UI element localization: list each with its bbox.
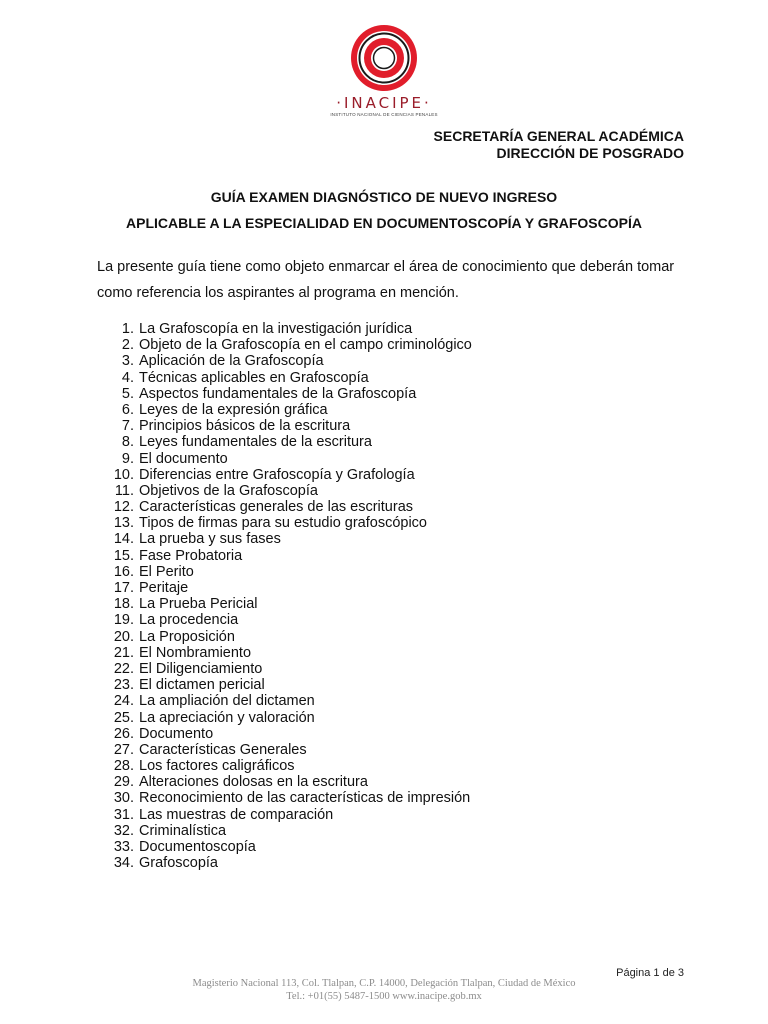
document-title [0,189,768,241]
list-item-number: 32. [113,822,134,839]
list-item-text: La apreciación y valoración [139,709,315,726]
inacipe-emblem-icon [348,22,420,94]
title-line-2: APLICABLE A LA ESPECIALIDAD EN DOCUMENTOSCOPÍA Y GRAFOSCOPÍA [126,215,642,231]
footer-address: Magisterio Nacional 113, Col. Tlalpan, C.P. 14000, Delegación Tlalpan, Ciudad de México [192,978,576,989]
list-item-text: Leyes fundamentales de la escritura [139,434,372,451]
list-item-text: Reconocimiento de las características de impresión [139,790,471,807]
list-item-text: La procedencia [139,612,239,629]
list-item-number: 25. [113,709,134,726]
list-item-number: 11. [114,482,134,499]
list-item [112,548,472,564]
list-item-text: La Grafoscopía en la investigación jurídica [139,321,413,337]
list-item [112,531,472,547]
list-item [112,402,472,418]
list-item [112,645,472,661]
list-item-text: Aplicación de la Grafoscopía [139,353,324,370]
list-item-number: 13. [113,515,134,532]
list-item-text: Objeto de la Grafoscopía en el campo criminológico [139,337,472,354]
secretaria-heading: SECRETARÍA GENERAL ACADÉMICA [433,128,684,144]
list-item-number: 5. [121,385,134,402]
list-item-number: 6. [121,401,134,418]
list-item [112,434,472,450]
list-item-text: Tipos de firmas para su estudio grafoscópico [139,515,427,532]
list-item-text: El Perito [139,563,194,580]
list-item-number: 28. [113,758,134,775]
list-item-text: El Diligenciamiento [139,660,263,677]
list-item-text: Objetivos de la Grafoscopía [139,482,318,499]
list-item-number: 4. [121,369,134,386]
list-item-number: 26. [113,725,134,742]
list-item [112,693,472,709]
list-item [112,321,472,337]
list-item-number: 16. [113,563,134,580]
list-item-text: La Proposición [139,628,235,645]
list-item-text: El documento [139,450,228,467]
list-item-text: Documento [139,725,214,742]
list-item [112,742,472,758]
intro-paragraph: La presente guía tiene como objeto enmarcar el área de conocimiento que deberán tomar como referencia los aspirantes al programa en mención. [97,259,675,301]
list-item [112,677,472,693]
list-item-text: El dictamen pericial [139,677,265,694]
list-item [112,499,472,515]
list-item-text: Peritaje [139,580,189,596]
list-item-number: 33. [113,839,134,855]
list-item [112,353,472,369]
list-item [112,774,472,790]
list-item-number: 19. [113,612,134,629]
footer-contact: Tel.: +01(55) 5487-1500 www.inacipe.gob.mx [286,991,482,1002]
list-item-text: El Nombramiento [139,644,252,661]
list-item-number: 30. [113,790,134,807]
list-item [112,612,472,628]
list-item-number: 7. [121,418,134,435]
list-item-text: Fase Probatoria [139,547,243,564]
list-item-text: Características generales de las escrituras [139,499,414,516]
list-item [112,839,472,855]
logo-wordmark: ·INACIPE· [336,94,432,112]
list-item [112,596,472,612]
list-item [112,726,472,742]
list-item-number: 21. [113,644,134,661]
list-item-number: 9. [121,450,134,467]
list-item-number: 3. [121,353,134,370]
list-item-number: 14. [113,531,134,548]
list-item-number: 18. [113,596,134,613]
list-item-text: Leyes de la expresión gráfica [139,401,328,418]
list-item-text: La ampliación del dictamen [139,693,315,710]
logo-subtitle: INSTITUTO NACIONAL DE CIENCIAS PENALES [330,112,438,117]
list-item-text: Técnicas aplicables en Grafoscopía [139,369,369,386]
list-item-text: Principios básicos de la escritura [139,418,351,435]
list-item-text: Diferencias entre Grafoscopía y Grafología [139,466,415,483]
list-item-number: 2. [121,337,134,354]
title-line-1: GUÍA EXAMEN DIAGNÓSTICO DE NUEVO INGRESO [210,189,558,205]
list-item [112,758,472,774]
list-item [112,629,472,645]
list-item-text: Alteraciones dolosas en la escritura [139,774,368,791]
list-item-number: 24. [113,693,134,710]
department-header [434,128,684,162]
list-item [112,661,472,677]
direccion-heading: DIRECCIÓN DE POSGRADO [496,145,684,161]
list-item-number: 8. [121,434,134,451]
footer [0,977,768,1003]
list-item-number: 31. [113,806,134,823]
list-item-number: 1. [121,321,134,337]
list-item [112,386,472,402]
topics-list [112,321,472,871]
list-item-number: 10. [113,466,134,483]
list-item-number: 34. [113,855,134,872]
list-item [112,370,472,386]
list-item-text: Criminalística [139,822,227,839]
page-number: Página 1 de 3 [616,967,684,979]
list-item [112,515,472,531]
list-item [112,580,472,596]
list-item-number: 12. [113,499,134,516]
list-item [112,467,472,483]
list-item-number: 27. [113,741,134,758]
list-item [112,451,472,467]
list-item-number: 20. [113,628,134,645]
list-item-text: Aspectos fundamentales de la Grafoscopía [139,385,417,402]
list-item [112,790,472,806]
list-item-text: La prueba y sus fases [139,531,281,548]
list-item [112,564,472,580]
list-item [112,418,472,434]
list-item [112,823,472,839]
list-item [112,483,472,499]
list-item-text: Documentoscopía [139,839,256,855]
list-item-number: 23. [113,677,134,694]
list-item-number: 17. [113,580,134,596]
list-item-text: Grafoscopía [139,855,218,872]
list-item [112,710,472,726]
list-item [112,337,472,353]
list-item-number: 22. [113,660,134,677]
list-item-text: Características Generales [139,741,307,758]
list-item-text: Los factores caligráficos [139,758,295,775]
inacipe-logo [0,22,768,118]
list-item-number: 29. [113,774,134,791]
list-item-text: La Prueba Pericial [139,596,258,613]
list-item [112,855,472,871]
list-item-text: Las muestras de comparación [139,806,334,823]
list-item-number: 15. [113,547,134,564]
list-item [112,807,472,823]
